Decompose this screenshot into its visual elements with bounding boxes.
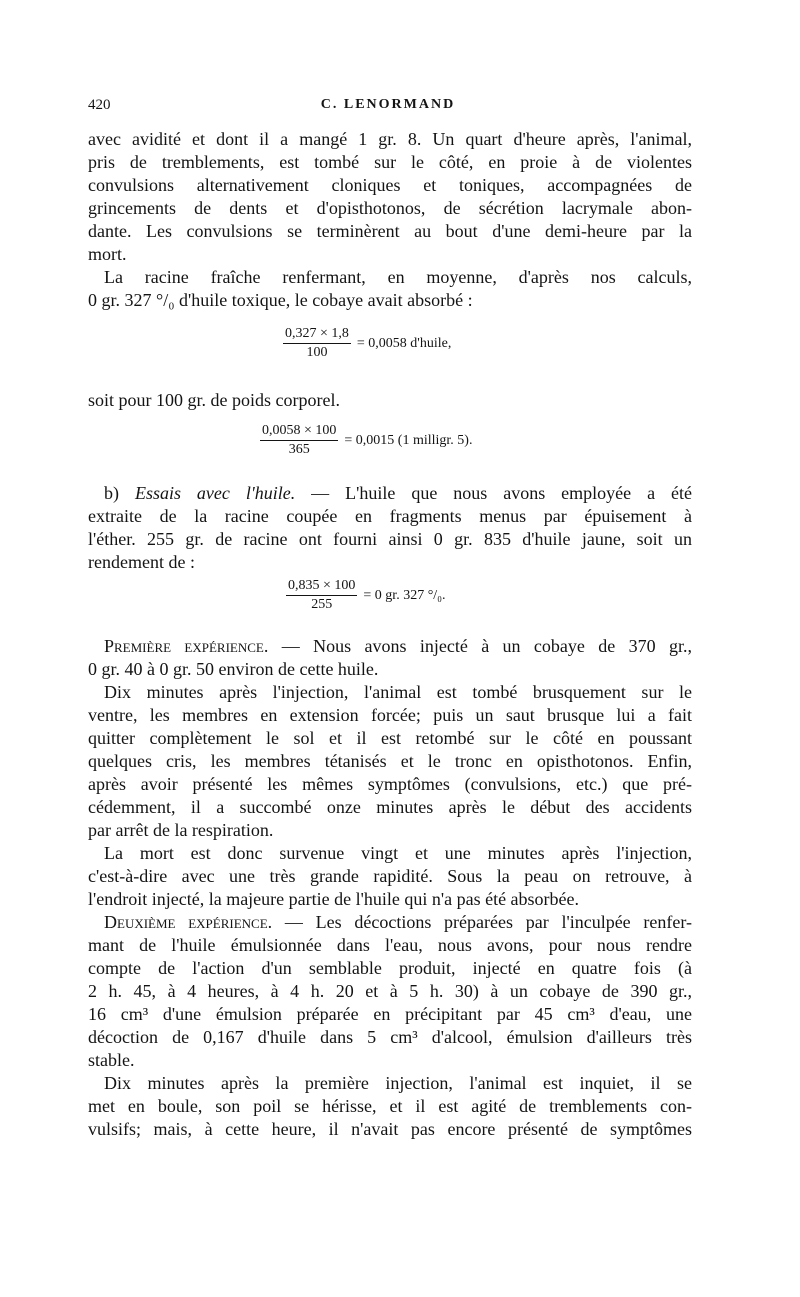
running-head xyxy=(88,97,688,121)
denominator: 100 xyxy=(306,345,328,360)
paragraph-block-1 xyxy=(88,128,692,312)
text-line: après avoir présenté les mêmes symptômes (convulsions, etc.) que pré- xyxy=(88,774,692,794)
text-line: 0 gr. 40 à 0 gr. 50 environ de cette huile. xyxy=(88,659,379,679)
experiment-text: — Nous avons injecté à un cobaye de 370 gr., xyxy=(281,636,692,656)
text-line: 0 gr. 327 °/₀ d'huile toxique, le cobaye avait absorbé : xyxy=(88,290,473,310)
text-line: extraite de la racine coupée en fragments menus par épuisement à xyxy=(88,506,692,526)
text-line: grincements de dents et d'opisthotonos, de sécrétion lacrymale abon- xyxy=(88,198,692,218)
text-line: 16 cm³ d'une émulsion préparée en précipitant par 45 cm³ d'eau, une xyxy=(88,1004,692,1024)
section-text: — L'huile que nous avons employée a été xyxy=(311,483,692,503)
text-line: Dix minutes après la première injection, l'animal est inquiet, il se xyxy=(104,1073,692,1093)
numerator: 0,835 × 100 xyxy=(286,578,357,596)
text-line: cédemment, il a succombé onze minutes après le début des accidents xyxy=(88,797,692,817)
text-line: ventre, les membres en extension forcée; puis un saut brusque lui a fait xyxy=(88,705,692,725)
text-line: décoction de 0,167 d'huile dans 5 cm³ d'alcool, émulsion d'ailleurs très xyxy=(88,1027,692,1047)
text-line: La racine fraîche renfermant, en moyenne, d'après nos calculs, xyxy=(104,267,692,287)
text-line: dante. Les convulsions se terminèrent au bout d'une demi-heure par la xyxy=(88,221,692,241)
text-line: rendement de : xyxy=(88,552,195,572)
section-label: b) xyxy=(104,483,119,503)
experiment-1 xyxy=(88,635,692,911)
formula-result: = 0,0058 d'huile, xyxy=(356,335,452,351)
section-title: Essais avec l'huile. xyxy=(134,483,296,503)
text-line: c'est-à-dire avec une très grande rapidité. Sous la peau on retrouve, à xyxy=(88,866,692,886)
text-line: soit pour 100 gr. de poids corporel. xyxy=(88,390,340,410)
text-line: vulsifs; mais, à cette heure, il n'avait pas encore présenté de symptômes xyxy=(88,1119,692,1139)
formula-3 xyxy=(286,578,446,613)
formula-result: = 0,0015 (1 milligr. 5). xyxy=(344,432,473,448)
experiment-heading-line xyxy=(88,911,692,934)
experiment-text: — Les décoctions préparées par l'inculpée renfer- xyxy=(284,912,692,932)
text-line: l'endroit injecté, la majeure partie de l'huile qui n'a pas été absorbée. xyxy=(88,889,580,909)
paragraph-soit xyxy=(88,389,692,412)
experiment-heading-line xyxy=(88,635,692,658)
text-line: par arrêt de la respiration. xyxy=(88,820,274,840)
numerator: 0,327 × 1,8 xyxy=(283,326,351,344)
text-line: compte de l'action d'un semblable produit, injecté en quatre fois (à xyxy=(88,958,692,978)
text-line: stable. xyxy=(88,1050,135,1070)
experiment-heading: Première expérience. xyxy=(104,636,269,656)
text-line: mort. xyxy=(88,244,127,264)
text-line: avec avidité et dont il a mangé 1 gr. 8. Un quart d'heure après, l'animal, xyxy=(88,129,692,149)
formula-1 xyxy=(283,326,451,361)
formula-result: = 0 gr. 327 °/₀. xyxy=(363,587,446,603)
experiment-2 xyxy=(88,911,692,1141)
text-line: met en boule, son poil se hérisse, et il est agité de tremblements con- xyxy=(88,1096,692,1116)
text-line: La mort est donc survenue vingt et une minutes après l'injection, xyxy=(104,843,692,863)
formula-2 xyxy=(260,423,472,458)
fraction xyxy=(286,578,357,613)
page-number: 420 xyxy=(88,97,111,113)
denominator: 365 xyxy=(288,442,310,457)
section-heading-line xyxy=(88,482,692,505)
text-line: Dix minutes après l'injection, l'animal est tombé brusquement sur le xyxy=(104,682,692,702)
fraction xyxy=(260,423,338,458)
text-line: 2 h. 45, à 4 heures, à 4 h. 20 et à 5 h. 30) à un cobaye de 390 gr., xyxy=(88,981,692,1001)
experiment-heading: Deuxième expérience. xyxy=(104,912,273,932)
section-b xyxy=(88,482,692,574)
text-line: mant de l'huile émulsionnée dans l'eau, nous avons, pour nous rendre xyxy=(88,935,692,955)
numerator: 0,0058 × 100 xyxy=(260,423,338,441)
text-line: l'éther. 255 gr. de racine ont fourni ainsi 0 gr. 835 d'huile jaune, soit un xyxy=(88,529,692,549)
text-line: convulsions alternativement cloniques et toniques, accompagnées de xyxy=(88,175,692,195)
text-line: pris de tremblements, est tombé sur le côté, en proie à de violentes xyxy=(88,152,692,172)
fraction xyxy=(283,326,351,361)
text-line: quelques cris, les membres tétanisés et le tronc en opisthotonos. Enfin, xyxy=(88,751,692,771)
running-title: C. LENORMAND xyxy=(320,97,456,112)
denominator: 255 xyxy=(311,597,333,612)
text-line: quitter complètement le sol et il est retombé sur le côté en poussant xyxy=(88,728,692,748)
